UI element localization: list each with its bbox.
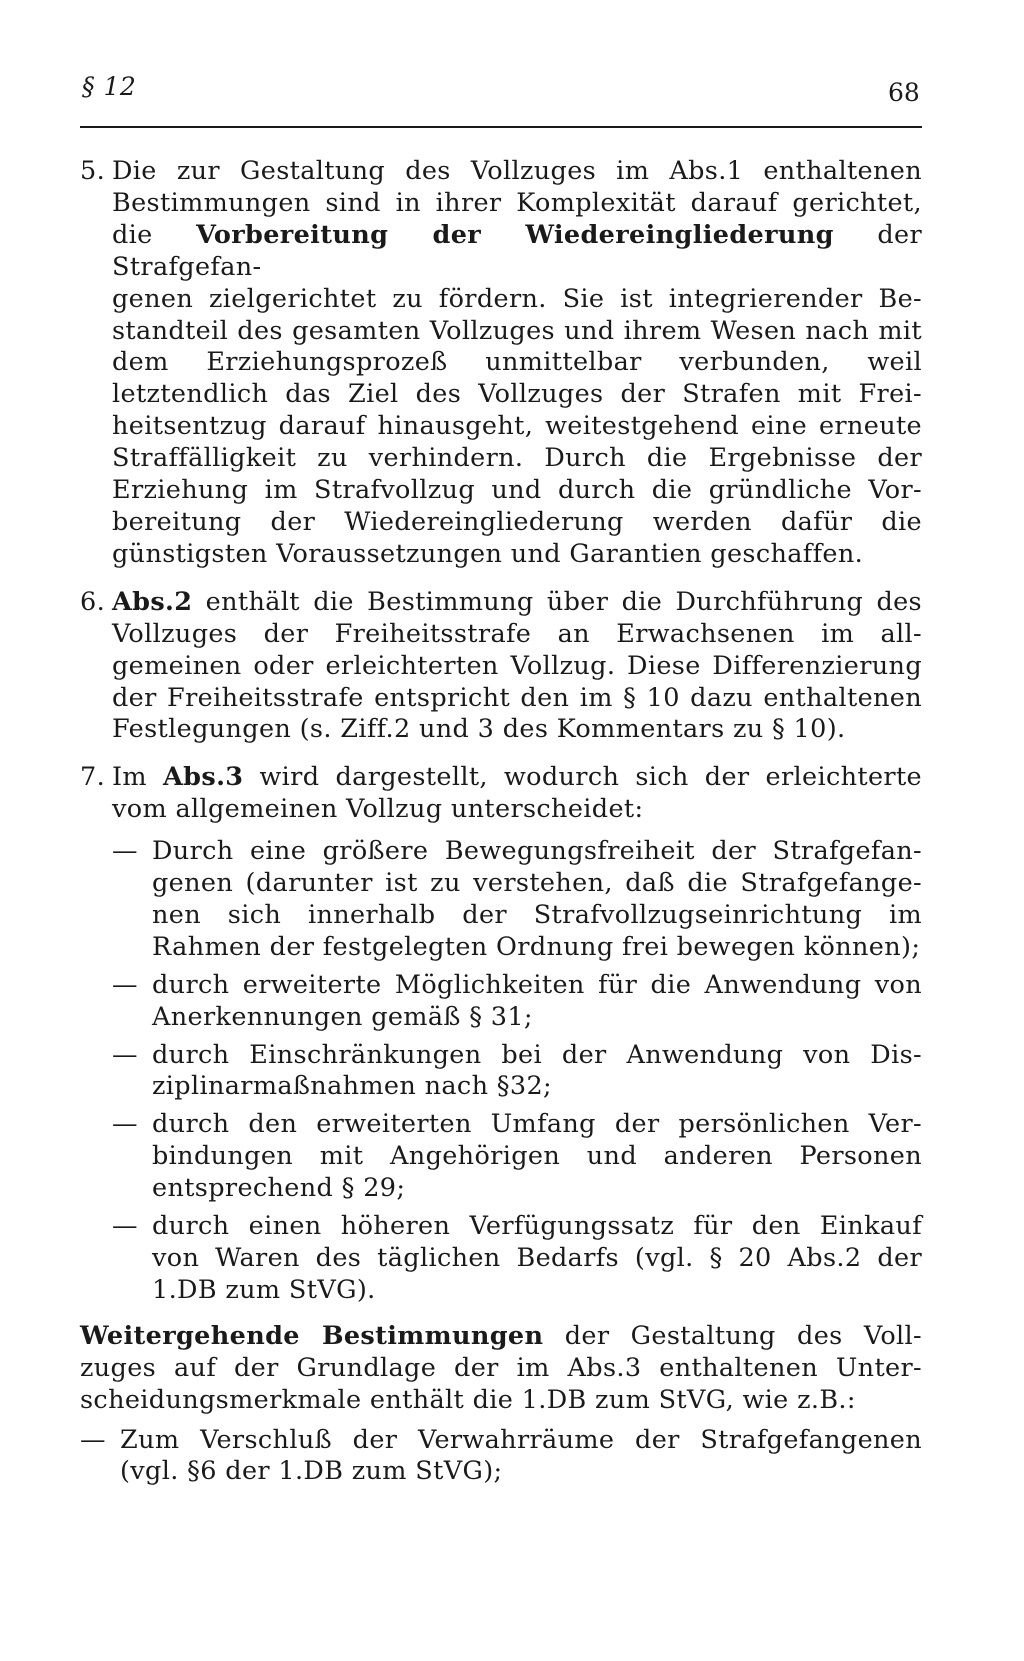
text-line: genen zielgerichtet zu fördern. Sie ist integrierender Be- [112,283,922,314]
dash-marker: — [112,836,138,867]
text-line: durch den erweiterten Umfang der persönlichen Ver- [152,1109,922,1140]
further-provisions-paragraph [80,1321,922,1489]
text-run: der Strafgefan- [112,219,922,282]
text-run: die [112,219,197,250]
text-line: letztendlich das Ziel des Vollzuges der Strafen mit Frei- [112,379,922,410]
text-line: Anerkennungen gemäß § 31; [152,1001,533,1032]
list-item [112,970,922,1034]
text-line [112,220,922,284]
list-item [112,1211,922,1307]
text-line: 1.DB zum StVG). [152,1274,376,1305]
paragraph-item-5 [80,156,922,571]
text-line: genen (darunter ist zu verstehen, daß die Strafgefange- [152,868,922,899]
dash-marker: — [112,969,138,1000]
text-line: vom allgemeinen Vollzug unterscheidet: [112,794,644,825]
bold-term: Abs.2 [112,586,193,617]
text-line: heitsentzug darauf hinausgeht, weitestgehend eine erneute [112,411,922,442]
text-line: gemeinen oder erleichterten Vollzug. Diese Differenzierung [112,650,922,681]
list-item [112,836,922,964]
text-line: Bestimmungen sind in ihrer Komplexität darauf gerichtet, [112,187,922,218]
list-item [112,1040,922,1104]
dash-marker: — [112,1039,138,1070]
text-line: nen sich innerhalb der Strafvollzugseinrichtung im [152,899,922,930]
bold-term: Abs.3 [163,762,244,793]
text-line: günstigsten Voraussetzungen und Garantien geschaffen. [112,538,864,569]
text-line: Zum Verschluß der Verwahrräume der Strafgefangenen [120,1424,922,1455]
text-line: durch einen höheren Verfügungssatz für den Einkauf [152,1211,922,1242]
list-item [112,1109,922,1205]
text-line: ziplinarmaßnahmen nach §32; [152,1071,552,1102]
text-line: Festlegungen (s. Ziff.2 und 3 des Kommentars zu § 10). [112,714,846,745]
dash-marker: — [112,1211,138,1242]
item-number: 7. [80,762,106,793]
item-number: 5. [80,156,106,186]
text-run: Im [112,762,164,793]
text-line: Durch eine größere Bewegungsfreiheit der Strafgefan- [152,836,922,867]
text-line: dem Erziehungsprozeß unmittelbar verbunden, weil [112,347,922,378]
text-line: Erziehung im Strafvollzug und durch die gründliche Vor- [112,475,922,506]
text-line [80,1321,922,1353]
bold-term: Vorbereitung der Wiedereingliederung [196,219,834,250]
dash-marker: — [112,1109,138,1140]
item-number: 6. [80,586,106,617]
bullet-list [80,1425,922,1489]
bullet-list [112,836,922,1307]
text-line: von Waren des täglichen Bedarfs (vgl. § 20 Abs.2 der [152,1243,922,1273]
text-line: scheidungsmerkmale enthält die 1.DB zum StVG, wie z.B.: [80,1384,856,1415]
text-line: standteil des gesamten Vollzuges und ihrem Wesen nach mit [112,315,922,346]
text-line: durch erweiterte Möglichkeiten für die Anwendung von [152,969,922,1000]
page-number: 68 [888,78,920,107]
body-text [80,156,922,1488]
text-run: enthält die Bestimmung über die Durchführung des [192,586,922,617]
header-rule [80,126,922,128]
text-line: entsprechend § 29; [152,1173,406,1204]
text-line [112,587,922,619]
text-line: bindungen mit Angehörigen und anderen Personen [152,1141,922,1172]
text-line: Die zur Gestaltung des Vollzuges im Abs.1 enthaltenen [112,156,922,186]
paragraph-item-6 [80,587,922,747]
text-line: (vgl. §6 der 1.DB zum StVG); [120,1456,503,1487]
paragraph-item-7 [80,762,922,1307]
section-header: § 12 [82,72,137,101]
text-line: durch Einschränkungen bei der Anwendung von Dis- [152,1039,922,1070]
dash-marker: — [80,1424,106,1455]
text-line: Rahmen der festgelegten Ordnung frei bewegen können); [152,931,921,962]
bold-term: Weitergehende Bestimmungen [80,1320,544,1351]
text-line: der Freiheitsstrafe entspricht den im § 10 dazu enthaltenen [112,682,922,713]
text-run: der Gestaltung des Voll- [543,1320,923,1351]
text-line: Vollzuges der Freiheitsstrafe an Erwachsenen im all- [112,618,922,649]
text-line: zuges auf der Grundlage der im Abs.3 enthaltenen Unter- [80,1352,922,1383]
text-line: bereitung der Wiedereingliederung werden dafür die [112,506,922,537]
list-item [80,1425,922,1489]
text-run: wird dargestellt, wodurch sich der erleichterte [243,762,922,793]
text-line: Straffälligkeit zu verhindern. Durch die Ergebnisse der [112,443,922,474]
text-line [112,762,922,794]
